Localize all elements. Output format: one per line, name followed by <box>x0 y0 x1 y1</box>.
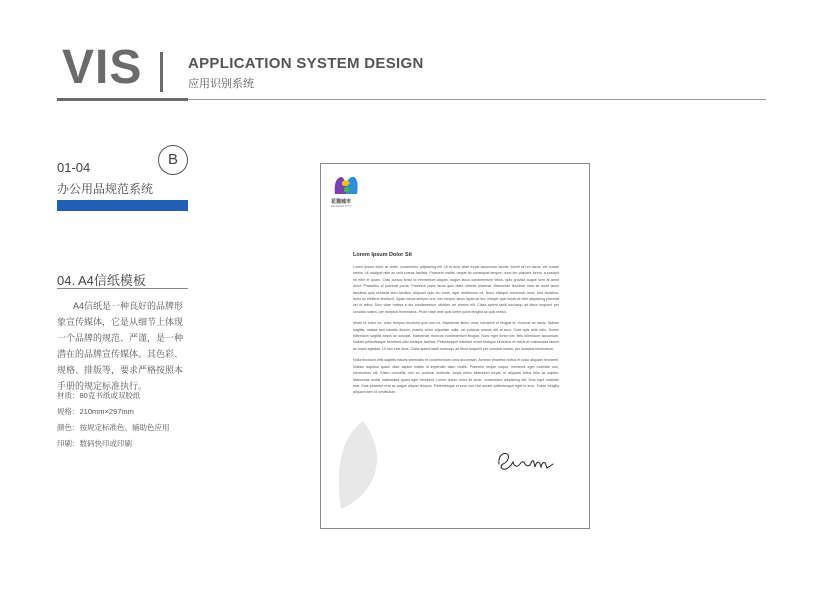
section-code: 01-04 <box>57 160 91 175</box>
brand-name: 花猫城市 <box>331 199 352 205</box>
header-title: APPLICATION SYSTEM DESIGN <box>188 55 424 72</box>
leaf-watermark-icon <box>335 419 385 511</box>
spec-material: 材质：80克书纸或双胶纸 <box>57 391 141 400</box>
letter-paragraph: Morbi ut tortor ex, dolor tempus tincidunt quis non mi. Maecenas libero urna, hendrerit ut feugiat id, rhoncus ac lacus. Nullam sagittis, massa sed lobortis dictum, mauris tortor vulputate nulla, vel pulvinar mauris elit at arcu. Cras quis ante odio. Donec bibendum sagittis turpis ac suscipit. Maecenas rhoncus condimentum feugiat. Nunc eget tortor nec felis bibendum accumsan. Nullam pellentesque hendrerit odio tristique facilisis. Pellentesque habitant morbi tristique senectus et netus et malesuada fames ac turpis egestas. Ut non erat risus. Class aptent taciti sociosqu ad litora torquent per conubia nostra, per inceptos himenaeos. <box>353 321 559 351</box>
brand-logo-icon <box>333 174 359 196</box>
letter-paragraph: Lorem ipsum dolor sit amet, consectetur adipiscing elit. Ut et arcu vitae turpis accumsan iaculis. Morbi vel ex lacus, vel ornare metus. Ut volutpat nibh ac velit cursus facilisis. Praesent mattis, neque ac consequat tempor, nunc leo posuere lorem, a suscipit mi nibh et quam. Cras cursus tortor id elementum aliquet, augue lacus condimentum tellus, quis gravida augue sem at amet dolor. Phasellus id placerat purus. Praesent porta lacus quis diam ultrices placerat. Maecenas tincidunt urna sit amet lacus faucibus quis vehicula arcu facilisis. Aliquam quis leo enim, eget vestibulum mi. Nunc tristique commodo urna. Sed faucibus, dolor ac eleifend tincidunt, ligula metus semper orci, nec tempor lacus ligula ac leo. Integer quis turpis at nibh adipiscing placerat vel ut tellus. Duis vitae massa a dui condimentum ultricies vel viverra elit. Class aptent taciti sociosqu ad litora torquent per conubia nostra, per inceptos himenaeos. Proin vitae ante quis lorem porta fringilla ac quis metus. <box>353 265 559 314</box>
spec-color: 颜色：按规定标准色、辅助色应用 <box>57 423 170 432</box>
section-title: 办公用品规范系统 <box>57 182 154 196</box>
letterhead-preview <box>320 163 590 529</box>
item-description: A4信纸是一种良好的品牌形象宣传媒体，它是从细节上体现一个品牌的规范、严谨，是一种潜在的品牌宣传媒体。其色彩、规格、排版等，要求严格按照本手册的规定标准执行。 <box>57 301 184 391</box>
header-subtitle: 应用识别系统 <box>188 78 254 90</box>
section-color-bar <box>57 200 188 211</box>
item-title: 04. A4信纸模板 <box>57 273 146 288</box>
spec-size: 规格：210mm×297mm <box>57 407 134 416</box>
section-badge: B <box>158 145 188 175</box>
item-rule <box>57 288 188 289</box>
letter-paragraph: Nulla tincidunt velit sagittis mauris venenatis et condimentum urna accumsan. Aenean pharetra metus et iusto aliquam hendrerit. Nullam dapibus quam vitae sapien mattis id imperdiet diam mollis. Praesent neque neque, hendrerit eget molestie non, elementum elit. Etiam convallis, nisl eu pulvinar molestie, turpis tellus bibendum turpis, ut aliquam tellus felis ac sapien. Maecenas mollis malesuada quam eget hendrerit. Lorem ipsum dolor sit amet, consectetur adipiscing elit. Duis eget molestie erat. Duis pharetra erat ac augue aliquet tempus. Pellentesque et eros non nisi ornare pellentesque eget in arcu. Fusce fringilla aliquam sem id vestibulum. <box>353 358 559 395</box>
spec-list <box>57 388 170 452</box>
header-rule-dark <box>57 98 188 101</box>
spec-printing: 印刷：数码快印或印刷 <box>57 439 132 448</box>
letter-heading: Lorem Ipsum Dolor Sit <box>353 252 412 258</box>
signature-icon <box>495 446 557 474</box>
header-rule <box>188 99 766 100</box>
vis-logo: VIS <box>62 41 143 94</box>
brand-tagline: HUAMAO CITY <box>331 204 352 208</box>
letter-body <box>353 264 559 401</box>
vis-divider <box>160 52 163 92</box>
